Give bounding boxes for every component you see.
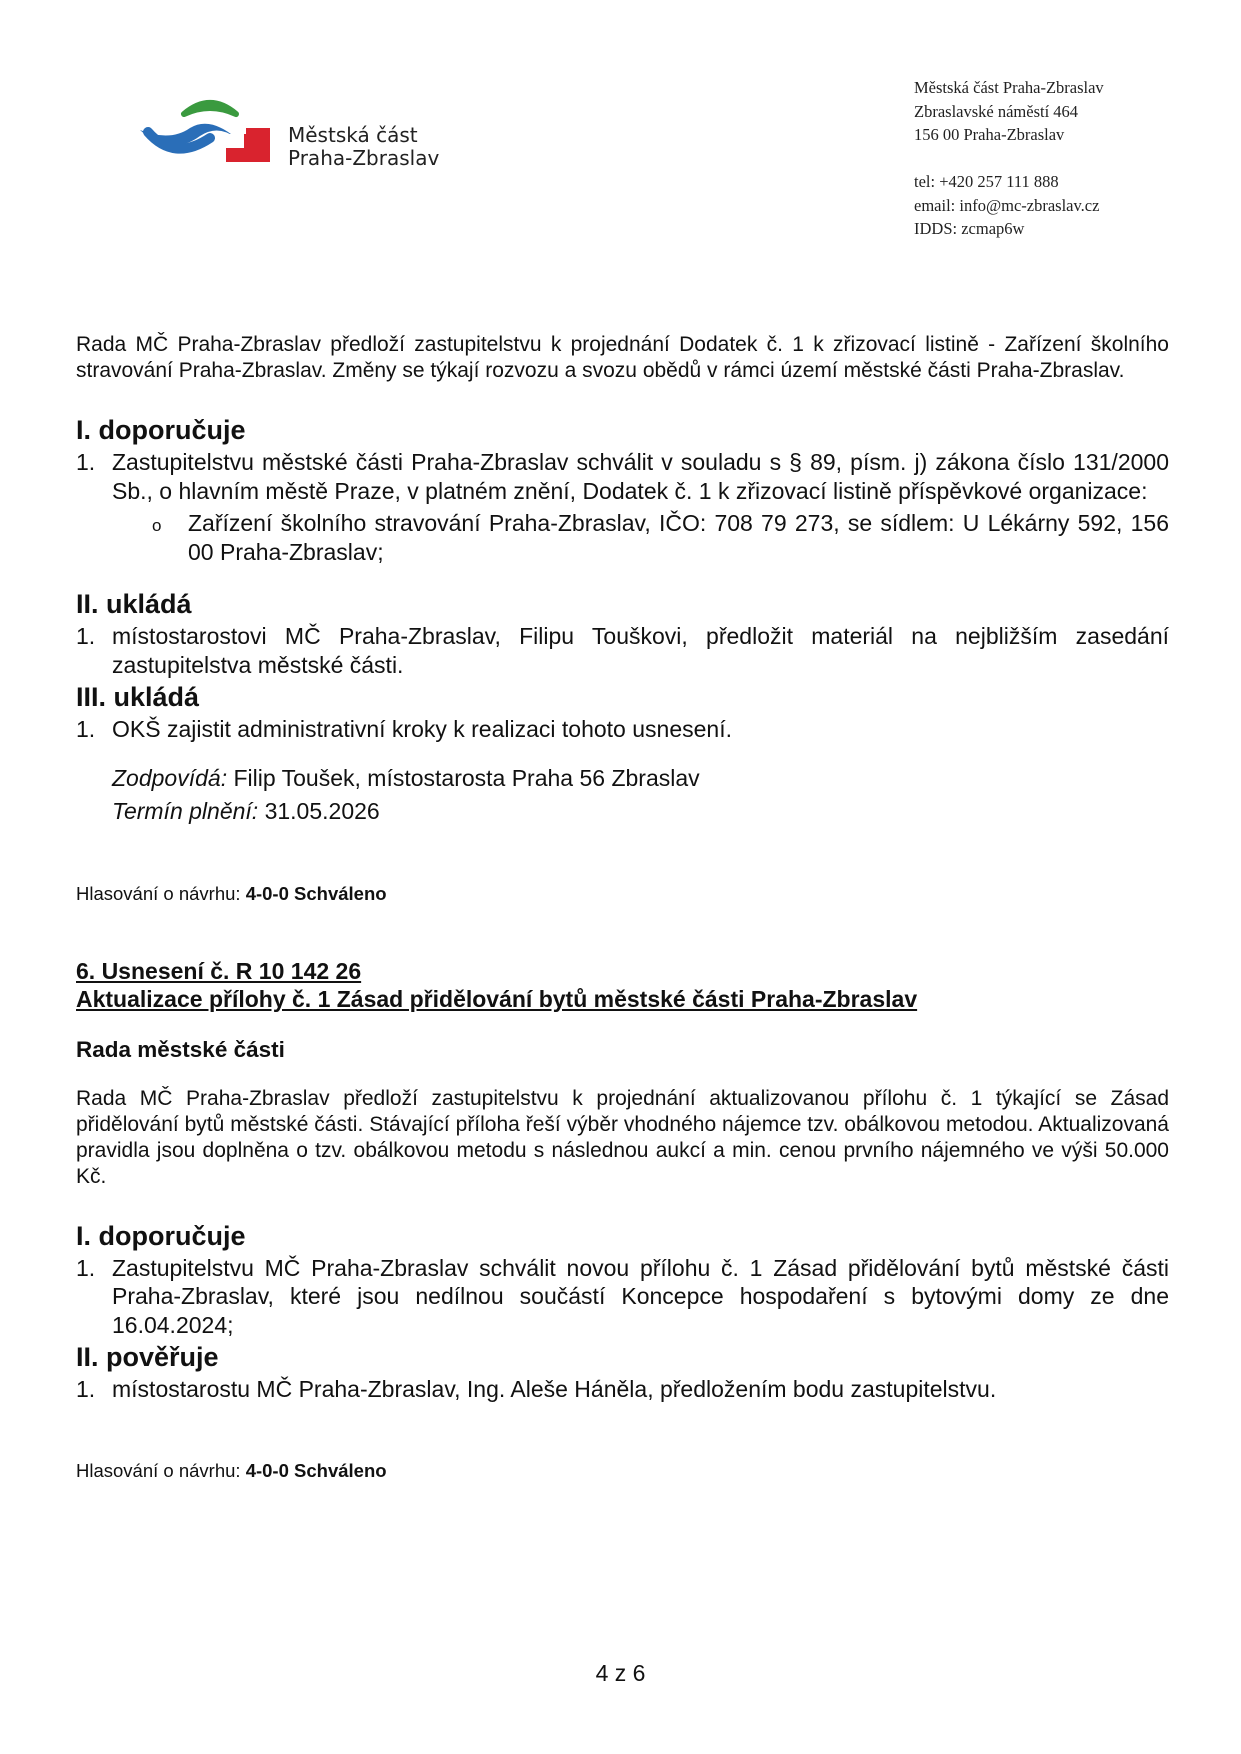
section1-heading-uklada: II. ukládá bbox=[76, 589, 192, 619]
logo-text bbox=[288, 124, 439, 170]
list-item-text: Zastupitelstvu MČ Praha-Zbraslav schválit novou přílohu č. 1 Zásad přidělování bytů městské části Praha-Zbraslav, které jsou nedílnou součástí Koncepce hospodaření s bytovými domy ze dne 16.04.2024; bbox=[112, 1254, 1169, 1338]
deadline-line bbox=[76, 795, 1169, 829]
council-heading: Rada městské části bbox=[76, 1036, 285, 1062]
section2-doporucuje-item bbox=[76, 1254, 1169, 1340]
section1-uklada-item bbox=[76, 622, 1169, 679]
document-content bbox=[76, 332, 1169, 1482]
vote-result: Schváleno bbox=[294, 882, 387, 904]
page-number: 4 z 6 bbox=[595, 1660, 646, 1686]
section1-sub-item bbox=[76, 509, 1169, 566]
list-number: 1. bbox=[76, 623, 96, 649]
logo-text-line2: Praha-Zbraslav bbox=[288, 146, 440, 170]
section1-heading-uklada-3: III. ukládá bbox=[76, 682, 200, 712]
vote-count: 4-0-0 bbox=[245, 882, 289, 904]
section2-heading-poveruje: II. pověřuje bbox=[76, 1342, 219, 1372]
section2-heading-doporucuje: I. doporučuje bbox=[76, 1220, 246, 1251]
section1-intro: Rada MČ Praha-Zbraslav předloží zastupitelstvu k projednání Dodatek č. 1 k zřizovací listině - Zařízení školního stravování Praha-Zbraslav. Změny se týkají rozvozu a svozu obědů v rámci území městské části Praha-Zbraslav. bbox=[76, 333, 1169, 382]
logo bbox=[140, 98, 440, 178]
resolution-title: Aktualizace přílohy č. 1 Zásad přidělování bytů městské části Praha-Zbraslav bbox=[76, 986, 918, 1012]
section1-vote bbox=[76, 883, 1169, 905]
vote-label: Hlasování o návrhu bbox=[76, 882, 236, 904]
list-number: 1. bbox=[76, 449, 96, 475]
vote-count: 4-0-0 bbox=[245, 1459, 289, 1481]
list-item-text: místostarostu MČ Praha-Zbraslav, Ing. Aleše Háněla, předložením bodu zastupitelstvu. bbox=[112, 1376, 997, 1402]
vote-colon: : bbox=[235, 1459, 241, 1481]
address-idds: IDDS: zcmap6w bbox=[914, 219, 1025, 238]
resolution-number: 6. Usnesení č. R 10 142 26 bbox=[76, 957, 362, 984]
vote-colon: : bbox=[235, 882, 241, 904]
deadline-value: 31.05.2026 bbox=[258, 798, 380, 824]
list-number: 1. bbox=[76, 716, 96, 742]
vote-result: Schváleno bbox=[294, 1459, 387, 1481]
logo-mark-icon bbox=[140, 98, 280, 168]
sub-item-text: Zařízení školního stravování Praha-Zbraslav, IČO: 708 79 273, se sídlem: U Lékárny 592, 156 00 Praha-Zbraslav; bbox=[188, 510, 1169, 565]
address-tel: tel: +420 257 111 888 bbox=[914, 172, 1059, 191]
bullet-icon: o bbox=[152, 516, 162, 535]
section1-doporucuje-item bbox=[76, 448, 1169, 505]
address-email: email: info@mc-zbraslav.cz bbox=[914, 195, 1100, 215]
vote-label: Hlasování o návrhu bbox=[76, 1459, 236, 1481]
section2-intro: Rada MČ Praha-Zbraslav předloží zastupitelstvu k projednání aktualizovanou přílohu č. 1 týkající se Zásad přidělování bytů městské části. Stávající příloha řeší výběr vhodného nájemce tzv. obálkovou metodou. Aktualizovaná pravidla jsou doplněna o tzv. obálkovou metodu s následnou aukcí a min. cenou prvního nájemného ve výši 50.000 Kč. bbox=[76, 1086, 1169, 1188]
responsible-line bbox=[76, 762, 1169, 796]
address-line2: Zbraslavské náměstí 464 bbox=[914, 101, 1079, 121]
deadline-label: Termín plnění: bbox=[112, 798, 259, 824]
list-item-text: místostarostovi MČ Praha-Zbraslav, Filipu Touškovi, předložit materiál na nejbližším zasedání zastupitelstva městské části. bbox=[112, 623, 1169, 678]
section2-poveruje-item bbox=[76, 1375, 1169, 1404]
list-item-text: OKŠ zajistit administrativní kroky k realizaci tohoto usnesení. bbox=[112, 716, 732, 742]
list-number: 1. bbox=[76, 1254, 96, 1281]
section2-vote bbox=[76, 1460, 1169, 1482]
responsible-label: Zodpovídá: bbox=[112, 764, 228, 791]
section1-heading-doporucuje: I. doporučuje bbox=[76, 415, 246, 445]
address-line1: Městská část Praha-Zbraslav bbox=[914, 78, 1104, 97]
responsible-value: Filip Toušek, místostarosta Praha 56 Zbraslav bbox=[227, 764, 700, 791]
address-line3: 156 00 Praha-Zbraslav bbox=[914, 125, 1065, 144]
address-block bbox=[914, 76, 1104, 241]
list-number: 1. bbox=[76, 1376, 96, 1402]
section1-uklada3-item bbox=[76, 715, 1169, 744]
logo-text-line1: Městská část bbox=[288, 123, 418, 147]
list-item-text: Zastupitelstvu městské části Praha-Zbraslav schválit v souladu s § 89, písm. j) zákona číslo 131/2000 Sb., o hlavním městě Praze, v platném znění, Dodatek č. 1 k zřizovací listině příspěvkové organizace: bbox=[112, 449, 1169, 504]
